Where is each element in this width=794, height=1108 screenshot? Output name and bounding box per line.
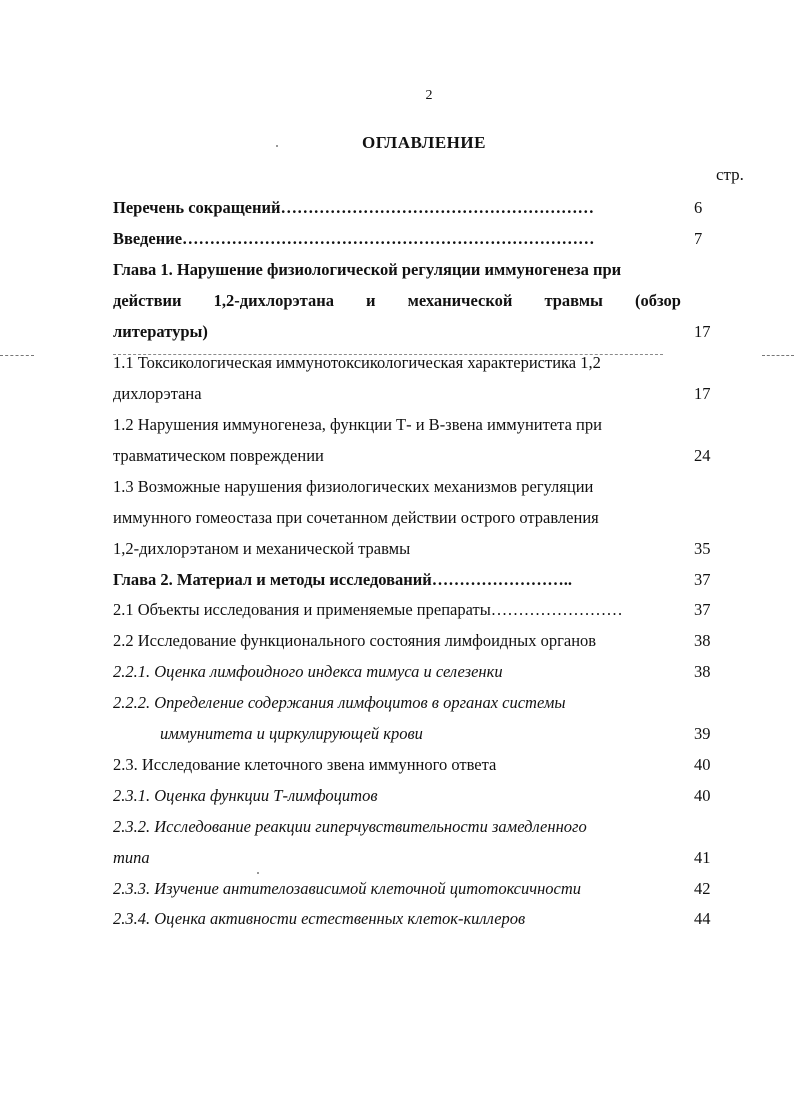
toc-page-2-2: 38 [694, 631, 711, 650]
toc-entry-1-1: 1.1 Токсикологическая иммунотоксикологическая характеристика 1,2 [113, 353, 601, 372]
toc-page-2-3: 40 [694, 755, 711, 774]
toc-entry-2-3-3: 2.3.3. Изучение антителозависимой клеточной цитотоксичности [113, 879, 582, 898]
toc-entry-2-1: 2.1 Объекты исследования и применяемые препараты…………………… [113, 600, 623, 619]
page-title: ОГЛАВЛЕНИЕ [362, 133, 486, 152]
scan-speck [276, 145, 278, 147]
toc-entry-1-3-end: 1,2-дихлорэтаном и механической травмы [113, 539, 411, 558]
toc-word: травмы [544, 291, 603, 310]
toc-page-1-1: 17 [694, 384, 711, 403]
toc-page-2-3-4: 44 [694, 909, 711, 928]
toc-entry-1-2-end: травматическом повреждении [113, 446, 324, 465]
toc-entry-2-3-2: 2.3.2. Исследование реакции гиперчувствительности замедленного [113, 817, 587, 836]
pages-column-label: стр. [716, 165, 744, 184]
toc-entry-2-2-1: 2.2.1. Оценка лимфоидного индекса тимуса и селезенки [113, 662, 503, 681]
toc-page-introduction: 7 [694, 229, 703, 248]
toc-entry-chapter-1-justified [113, 289, 681, 313]
crop-mark-left [0, 355, 34, 356]
toc-entry-chapter-2: Глава 2. Материал и методы исследований…………………….. [113, 570, 573, 589]
toc-word: механической [407, 291, 513, 310]
page-number: 2 [425, 88, 433, 103]
toc-entry-2-3-2-end: типа [113, 848, 150, 867]
toc-page-2-2-1: 38 [694, 662, 711, 681]
toc-page-2-3-2: 41 [694, 848, 711, 867]
toc-page-2-1: 37 [694, 600, 711, 619]
toc-entry-1-1-end: дихлорэтана [113, 384, 202, 403]
toc-entry-2-2-2: 2.2.2. Определение содержания лимфоцитов в органах системы [113, 693, 566, 712]
toc-entry-2-3-1: 2.3.1. Оценка функции Т-лимфоцитов [113, 786, 378, 805]
crop-mark-right [762, 355, 794, 356]
toc-entry-abbreviations: Перечень сокращений………………………………………………… [113, 198, 595, 217]
toc-page-chapter-1: 17 [694, 322, 711, 341]
toc-entry-introduction: Введение………………………………………………………………… [113, 229, 595, 248]
toc-word: 1,2-дихлорэтана [213, 291, 334, 310]
toc-entry-2-3-4: 2.3.4. Оценка активности естественных клеток-киллеров [113, 909, 526, 928]
toc-entry-1-3-cont: иммунного гомеостаза при сочетанном действии острого отравления [113, 508, 599, 527]
toc-page-1-3: 35 [694, 539, 711, 558]
toc-entry-1-2: 1.2 Нарушения иммуногенеза, функции Т- и В-звена иммунитета при [113, 415, 602, 434]
toc-entry-chapter-1-end: литературы) [113, 322, 208, 341]
toc-page-1-2: 24 [694, 446, 711, 465]
toc-word: действии [113, 291, 182, 310]
toc-word: (обзор [635, 291, 681, 310]
toc-entry-chapter-1: Глава 1. Нарушение физиологической регуляции иммуногенеза при [113, 260, 622, 279]
toc-page-abbreviations: 6 [694, 198, 703, 217]
toc-page-2-3-1: 40 [694, 786, 711, 805]
toc-page-chapter-2: 37 [694, 570, 711, 589]
toc-word: и [366, 291, 376, 310]
toc-entry-1-3: 1.3 Возможные нарушения физиологических механизмов регуляции [113, 477, 594, 496]
toc-entry-2-2-2-end: иммунитета и циркулирующей крови [160, 724, 423, 743]
toc-entry-2-2: 2.2 Исследование функционального состояния лимфоидных органов [113, 631, 597, 650]
toc-entry-2-3: 2.3. Исследование клеточного звена иммунного ответа [113, 755, 497, 774]
scan-speck [257, 872, 259, 874]
toc-page-2-3-3: 42 [694, 879, 711, 898]
toc-page-2-2-2: 39 [694, 724, 711, 743]
